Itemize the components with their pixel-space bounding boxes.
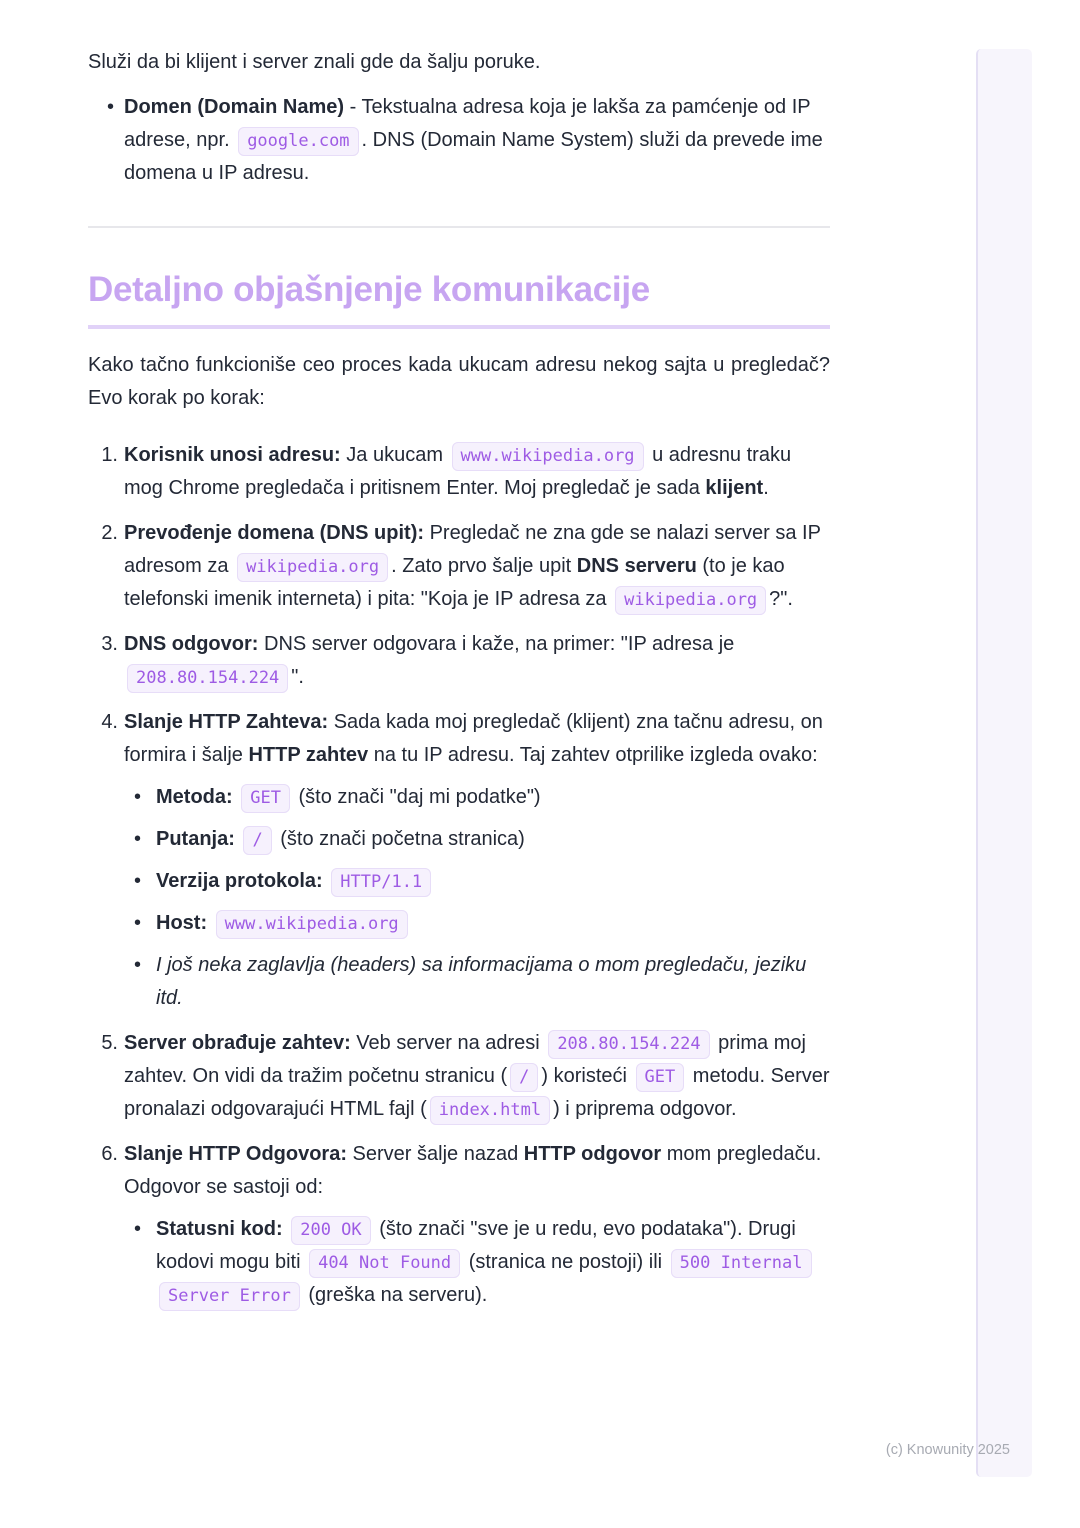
list-item-text	[124, 1138, 830, 1312]
list-item	[88, 439, 830, 505]
italic-text: I još neka zaglavlja (headers) sa informacijama o mom pregledaču, jeziku itd.	[156, 954, 807, 1009]
list-item	[88, 628, 830, 694]
inline-code-chip: index.html	[430, 1096, 550, 1125]
text-run: Pregledač ne zna gde se nalazi server sa IP adresom za	[124, 522, 821, 577]
text-run: u adresnu traku mog Chrome pregledača i pritisnem Enter. Moj pregledač je sada	[124, 444, 792, 499]
text-run: Sada kada moj pregledač (klijent) zna tačnu adresu, on formira i šalje	[124, 711, 823, 766]
nested-item-text	[156, 781, 830, 814]
list-number: 1.	[101, 444, 118, 466]
bold-text: HTTP odgovor	[523, 1143, 662, 1165]
inline-code-chip: 208.80.154.224	[548, 1030, 709, 1059]
nested-list-item	[124, 907, 830, 940]
text-run: Ja ukucam	[340, 444, 449, 466]
list-number: 4.	[101, 711, 118, 733]
nested-list-item	[124, 823, 830, 856]
text-run: Veb server na adresi	[350, 1032, 546, 1054]
list-item-text	[124, 628, 830, 694]
nested-list-item	[124, 949, 830, 1015]
bold-text: Prevođenje domena (DNS upit):	[124, 522, 425, 544]
bold-text: HTTP zahtev	[248, 744, 369, 766]
bold-text: Korisnik unosi adresu:	[124, 444, 341, 466]
bullet-list-item	[88, 91, 830, 190]
section-heading: Detaljno objašnjenje komunikacije	[88, 270, 830, 329]
bold-text: Statusni kod:	[156, 1218, 283, 1240]
paragraph	[88, 46, 830, 79]
text-run: ?".	[769, 588, 793, 610]
list-item-text	[124, 91, 830, 190]
inline-code-chip: /	[243, 826, 271, 855]
list-item-text	[124, 517, 830, 616]
list-item	[88, 517, 830, 616]
text-run: metodu. Server pronalazi odgovarajući HTML fajl (	[124, 1065, 830, 1120]
bullet-list	[88, 91, 830, 190]
inline-code-chip: HTTP/1.1	[331, 868, 431, 897]
inline-code-chip: 404 Not Found	[309, 1249, 460, 1278]
nested-list-item	[124, 781, 830, 814]
list-item	[88, 1138, 830, 1312]
text-run: ".	[291, 666, 304, 688]
paragraph	[88, 349, 830, 415]
inline-code-chip: GET	[636, 1063, 685, 1092]
text-run	[207, 912, 213, 934]
text-run	[283, 1218, 289, 1240]
text-run	[323, 870, 329, 892]
text-run: Kako tačno funkcioniše ceo proces kada ukucam adresu nekog sajta u pregledač? Evo korak po korak:	[88, 354, 830, 409]
bold-text: Slanje HTTP Odgovora:	[124, 1143, 347, 1165]
bold-text: Slanje HTTP Zahteva:	[124, 711, 329, 733]
bullet-icon: •	[134, 870, 142, 892]
nested-bullet-list	[124, 781, 830, 1015]
list-item-text	[124, 439, 830, 505]
text-run: ) i priprema odgovor.	[553, 1098, 737, 1120]
nested-item-text	[156, 865, 830, 898]
inline-code-chip: google.com	[238, 127, 358, 156]
bullet-icon: •	[134, 828, 142, 850]
section-divider	[88, 226, 830, 228]
bold-text: Verzija protokola:	[156, 870, 323, 892]
text-run: (to je kao telefonski imenik interneta) i pita: "Koja je IP adresa za	[124, 555, 785, 610]
text-run: ) koristeći	[541, 1065, 633, 1087]
inline-code-chip: www.wikipedia.org	[452, 442, 644, 471]
bold-text: Metoda:	[156, 786, 233, 808]
list-item	[88, 1027, 830, 1126]
nested-item-text	[156, 949, 830, 1015]
bullet-icon: •	[134, 954, 142, 976]
text-run: (što znači "daj mi podatke")	[292, 786, 541, 808]
bold-text: Host:	[156, 912, 208, 934]
nested-list-item	[124, 865, 830, 898]
text-run: (greška na serveru).	[302, 1284, 488, 1306]
list-number: 2.	[101, 522, 118, 544]
inline-code-chip: /	[510, 1063, 538, 1092]
bold-text: Server obrađuje zahtev:	[124, 1032, 351, 1054]
text-run: (što znači "sve je u redu, evo podataka"). Drugi kodovi mogu biti	[156, 1218, 796, 1273]
text-run: (što znači početna stranica)	[274, 828, 525, 850]
scrollbar-track[interactable]	[976, 49, 1032, 1477]
text-run	[235, 828, 241, 850]
text-run: Server šalje nazad	[347, 1143, 524, 1165]
bullet-icon: •	[134, 912, 142, 934]
bold-text: DNS odgovor:	[124, 633, 259, 655]
text-run: . DNS (Domain Name System) služi da prevede ime domena u IP adresu.	[124, 129, 823, 184]
text-run: Služi da bi klijent i server znali gde da šalju poruke.	[88, 51, 541, 73]
nested-item-text	[156, 907, 830, 940]
bold-text: DNS serveru	[576, 555, 697, 577]
document-content	[88, 46, 830, 1312]
nested-list-item	[124, 1213, 830, 1312]
inline-code-chip: GET	[241, 784, 290, 813]
text-run: na tu IP adresu. Taj zahtev otprilike izgleda ovako:	[368, 744, 818, 766]
text-run: (stranica ne postoji) ili	[463, 1251, 668, 1273]
inline-code-chip: 200 OK	[291, 1216, 370, 1245]
list-item	[88, 706, 830, 1015]
list-number: 6.	[101, 1143, 118, 1165]
copyright-notice: (c) Knowunity 2025	[885, 1442, 1010, 1458]
text-run: DNS server odgovara i kaže, na primer: "IP adresa je	[258, 633, 735, 655]
text-run: mom pregledaču. Odgovor se sastoji od:	[124, 1143, 822, 1198]
text-run: .	[763, 477, 769, 499]
text-run: . Zato prvo šalje upit	[391, 555, 577, 577]
ordered-list	[88, 439, 830, 1312]
inline-code-chip: www.wikipedia.org	[216, 910, 408, 939]
inline-code-chip: wikipedia.org	[237, 553, 388, 582]
text-run	[233, 786, 239, 808]
text-run: - Tekstualna adresa koja je lakša za pamćenje od IP adrese, npr.	[124, 96, 811, 151]
list-item-text	[124, 706, 830, 1015]
inline-code-chip: 208.80.154.224	[127, 664, 288, 693]
text-run: prima moj zahtev. On vidi da tražim početnu stranicu (	[124, 1032, 806, 1087]
inline-code-chip: wikipedia.org	[615, 586, 766, 615]
bold-text: Domen (Domain Name)	[124, 96, 345, 118]
bullet-icon: •	[106, 96, 114, 118]
inline-code-chip: 500 Internal Server Error	[159, 1249, 812, 1311]
list-item-text	[124, 1027, 830, 1126]
bullet-icon: •	[134, 786, 142, 808]
bullet-icon: •	[134, 1218, 142, 1240]
nested-item-text	[156, 823, 830, 856]
nested-bullet-list	[124, 1213, 830, 1312]
bold-text: klijent	[705, 477, 764, 499]
list-number: 3.	[101, 633, 118, 655]
list-number: 5.	[101, 1032, 118, 1054]
bold-text: Putanja:	[156, 828, 235, 850]
nested-item-text	[156, 1213, 830, 1312]
